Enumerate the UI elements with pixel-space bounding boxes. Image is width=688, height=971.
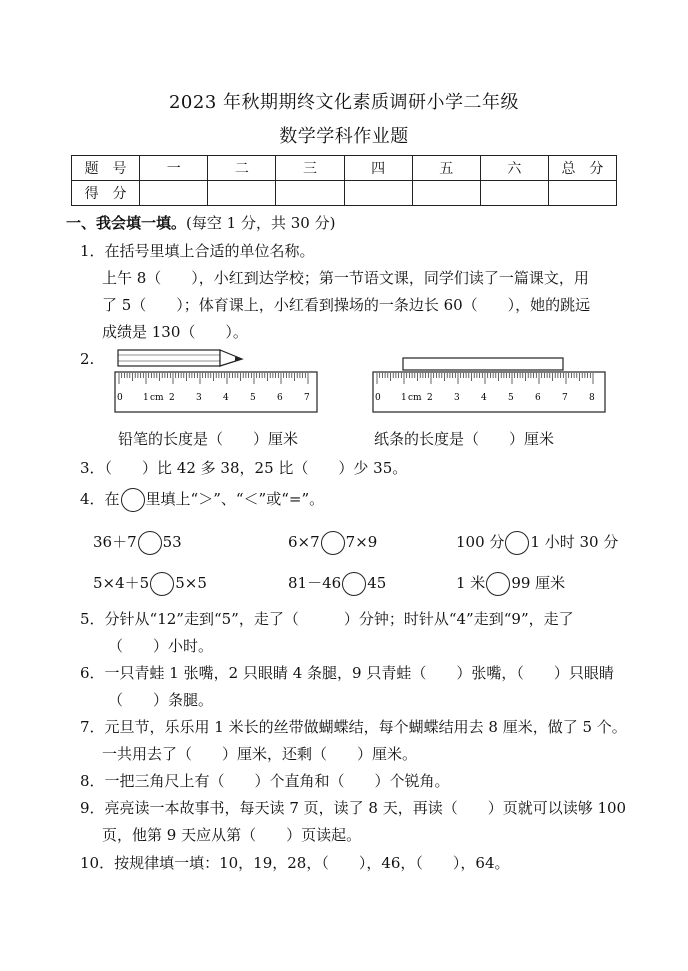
q2-number: 2. [80, 350, 95, 368]
compare-left: 6×7 [288, 533, 320, 551]
compare-circle-blank[interactable] [138, 531, 162, 555]
ruler-1-label-7: 7 [304, 393, 310, 403]
ruler-2-label-6: 6 [535, 393, 541, 403]
ruler-2-label-4: 4 [481, 393, 487, 403]
q4-stem [80, 488, 324, 512]
compare-item-5 [288, 572, 386, 596]
score-table [71, 155, 617, 206]
compare-item-4 [93, 572, 207, 596]
score-input-total[interactable] [548, 181, 616, 206]
compare-right: 1 小时 30 分 [530, 533, 619, 551]
score-input-6[interactable] [480, 181, 548, 206]
score-input-1[interactable] [140, 181, 208, 206]
score-input-4[interactable] [344, 181, 412, 206]
score-input-5[interactable] [412, 181, 480, 206]
score-input-3[interactable] [276, 181, 344, 206]
pencil-length-question: 铅笔的长度是（ ）厘米 [118, 430, 299, 448]
compare-item-1 [93, 531, 182, 555]
exam-subtitle: 数学学科作业题 [279, 126, 409, 147]
ruler-1-label-6: 6 [277, 393, 283, 403]
compare-right: 45 [367, 574, 387, 592]
compare-circle-icon [121, 488, 145, 512]
paper-length-question: 纸条的长度是（ ）厘米 [374, 430, 555, 448]
score-cell-label: 题 号 [72, 156, 140, 181]
compare-left: 81－46 [288, 574, 342, 592]
score-table-header-row [72, 156, 617, 181]
ruler-2-label-3: 3 [454, 393, 460, 403]
compare-left: 36＋7 [93, 533, 137, 551]
compare-left: 5×4＋5 [93, 574, 150, 592]
score-cell-section-3: 三 [276, 156, 344, 181]
ruler-1-label-2: 2 [169, 393, 175, 403]
q10-text: 10．按规律填一填：10，19，28，（ ），46，（ ），64。 [80, 854, 510, 872]
q5-line-1: 5．分针从“12”走到“5”，走了（ ）分钟；时针从“4”走到“9”，走了 [80, 610, 574, 628]
q9-line-2: 页，他第 9 天应从第（ ）页读起。 [102, 826, 362, 844]
compare-circle-blank[interactable] [486, 572, 510, 596]
compare-circle-blank[interactable] [505, 531, 529, 555]
compare-circle-blank[interactable] [150, 572, 174, 596]
paper-ruler-figure [370, 354, 610, 416]
ruler-1-label-3: 3 [196, 393, 202, 403]
score-cell-total: 总 分 [548, 156, 616, 181]
compare-circle-blank[interactable] [321, 531, 345, 555]
compare-left: 1 米 [456, 574, 486, 592]
ruler-2-unit: cm [408, 393, 422, 403]
ruler-1-label-1: 1 [143, 393, 149, 403]
ruler-2 [373, 372, 605, 412]
section-1-title: 一、我会填一填。 [66, 214, 187, 232]
ruler-2-label-7: 7 [562, 393, 568, 403]
compare-item-6 [456, 572, 565, 596]
ruler-2-label-2: 2 [427, 393, 433, 403]
score-row-label: 得 分 [72, 181, 140, 206]
q6-line-2: （ ）条腿。 [108, 691, 214, 709]
q8-text: 8．一把三角尺上有（ ）个直角和（ ）个锐角。 [80, 772, 450, 790]
ruler-2-label-1: 1 [401, 393, 407, 403]
q1-stem: 1．在括号里填上合适的单位名称。 [80, 242, 315, 260]
score-cell-section-6: 六 [480, 156, 548, 181]
compare-right: 7×9 [345, 533, 378, 551]
compare-circle-blank[interactable] [342, 572, 366, 596]
q1-line-3: 成绩是 130（ ）。 [102, 323, 248, 341]
q6-line-1: 6．一只青蛙 1 张嘴，2 只眼睛 4 条腿，9 只青蛙（ ）张嘴，（ ）只眼睛 [80, 664, 614, 682]
ruler-2-label-0: 0 [375, 393, 381, 403]
ruler-1-label-5: 5 [250, 393, 256, 403]
exam-title: 2023 年秋期期终文化素质调研小学二年级 [168, 92, 520, 113]
ruler-2-label-5: 5 [508, 393, 514, 403]
q1-line-1: 上午 8（ ），小红到达学校；第一节语文课，同学们读了一篇课文，用 [102, 269, 589, 287]
score-input-2[interactable] [208, 181, 276, 206]
ruler-1 [115, 372, 317, 412]
pencil-icon [118, 350, 242, 366]
q4-stem-b: 里填上“＞”、“＜”或“=”。 [145, 490, 325, 508]
score-table-score-row [72, 181, 617, 206]
paper-strip [403, 358, 563, 370]
compare-item-2 [288, 531, 377, 555]
section-1-heading [66, 212, 335, 233]
ruler-1-unit: cm [150, 393, 164, 403]
ruler-1-label-4: 4 [223, 393, 229, 403]
compare-right: 99 厘米 [511, 574, 566, 592]
compare-item-3 [456, 531, 618, 555]
q1-line-2: 了 5（ ）；体育课上，小红看到操场的一条边长 60（ ），她的跳远 [102, 296, 591, 314]
compare-right: 53 [162, 533, 182, 551]
q7-line-2: 一共用去了（ ）厘米，还剩（ ）厘米。 [102, 745, 418, 763]
q3-text: 3．（ ）比 42 多 38，25 比（ ）少 35。 [80, 459, 408, 477]
ruler-1-label-0: 0 [117, 393, 123, 403]
score-cell-section-4: 四 [344, 156, 412, 181]
q5-line-2: （ ）小时。 [108, 637, 214, 655]
score-cell-section-2: 二 [208, 156, 276, 181]
compare-left: 100 分 [456, 533, 505, 551]
score-cell-section-5: 五 [412, 156, 480, 181]
score-cell-section-1: 一 [140, 156, 208, 181]
section-1-note: (每空 1 分，共 30 分) [186, 214, 336, 232]
q4-stem-a: 4．在 [80, 490, 120, 508]
pencil-ruler-figure [110, 344, 320, 416]
compare-right: 5×5 [175, 574, 207, 592]
ruler-2-label-8: 8 [589, 393, 595, 403]
q7-line-1: 7．元旦节，乐乐用 1 米长的丝带做蝴蝶结，每个蝴蝶结用去 8 厘米，做了 5 个。 [80, 718, 627, 736]
q9-line-1: 9．亮亮读一本故事书，每天读 7 页，读了 8 天，再读（ ）页就可以读够 100 [80, 799, 627, 817]
